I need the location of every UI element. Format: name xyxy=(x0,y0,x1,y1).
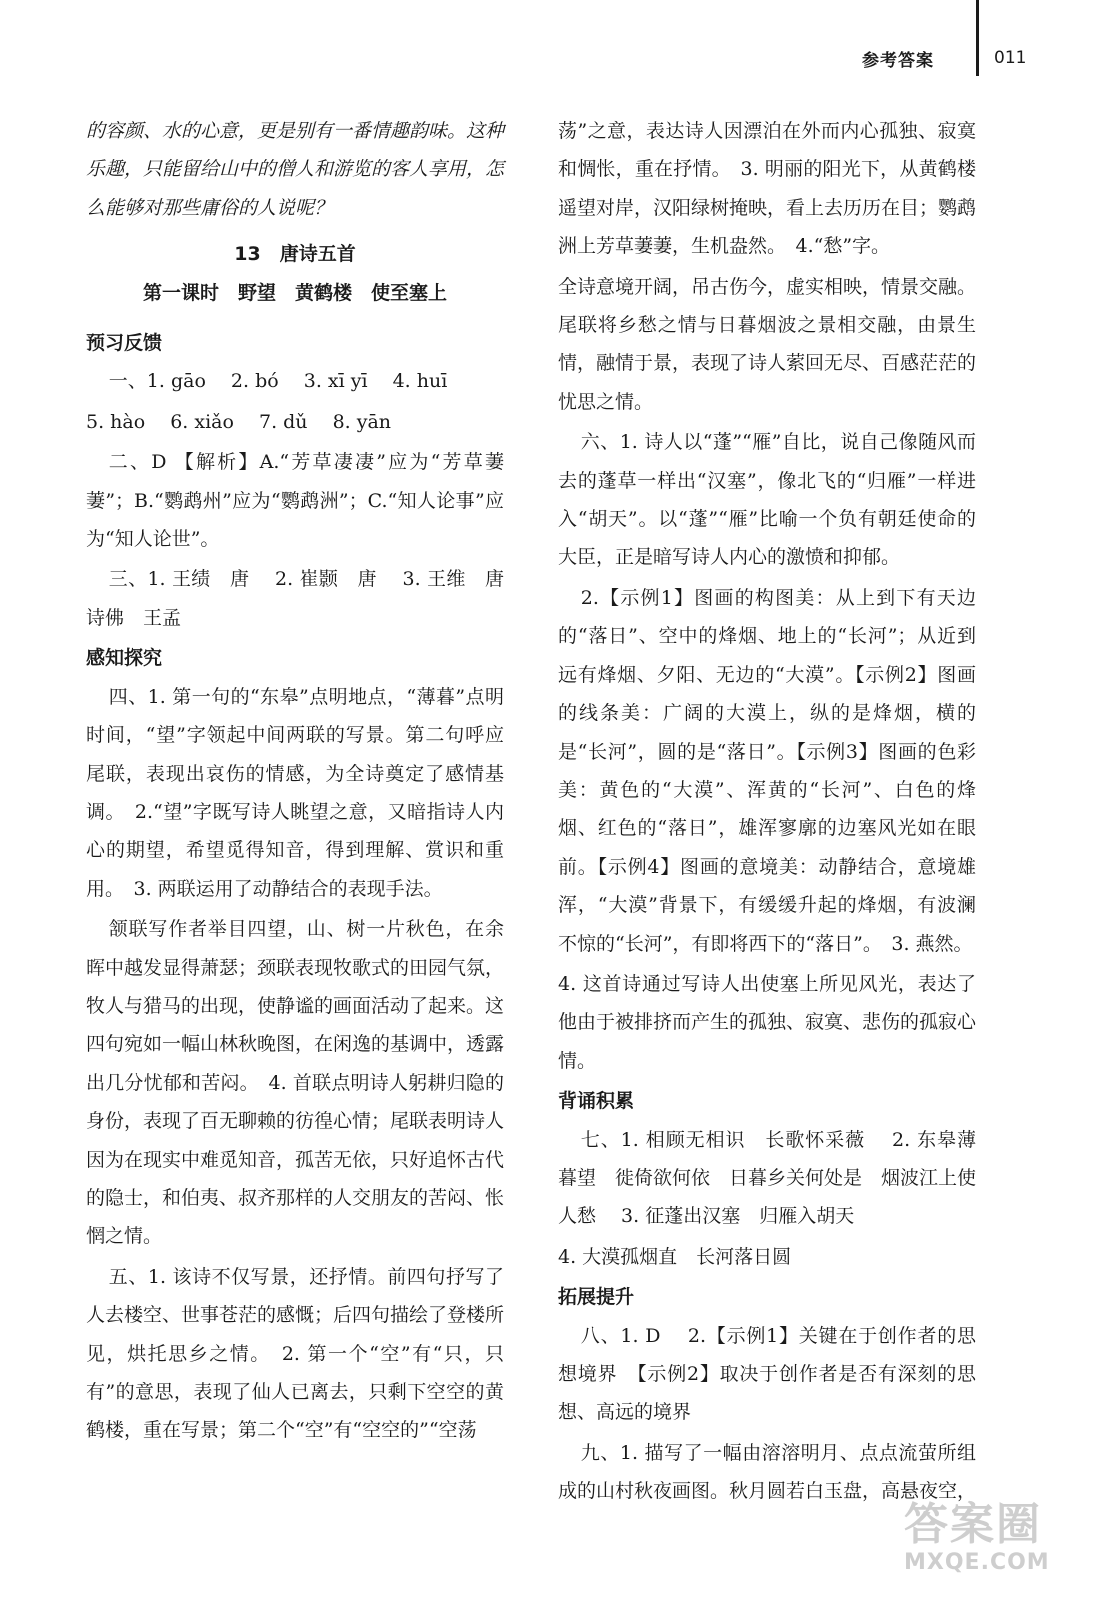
watermark-url: MXQE.COM xyxy=(904,1550,1050,1575)
answer-paragraph: 4. 这首诗通过写诗人出使塞上所见风光，表达了他由于被排挤而产生的孤独、寂寞、悲伤的孤寂心情。 xyxy=(558,972,977,1072)
answer-paragraph: 荡”之意，表达诗人因漂泊在外而内心孤独、寂寞和惆怅，重在抒情。 3. 明丽的阳光下，从黄鹤楼遥望对岸，汉阳绿树掩映，看上去历历在目；鹦鹉洲上芳草萋萋，生机盎然。 4.“愁”字。 xyxy=(558,120,977,258)
right-column xyxy=(558,112,976,1513)
answer-paragraph: 六、1. 诗人以“蓬”“雁”自比，说自己像随风而去的蓬草一样出“汉塞”，像北飞的“归雁”一样进入“胡天”。以“蓬”“雁”比喻一个负有朝廷使命的大臣，正是暗写诗人内心的激愤和抑郁。 xyxy=(558,431,976,569)
left-column xyxy=(86,112,524,1452)
lesson-title: 13 唐诗五首 xyxy=(234,243,356,266)
watermark-logo-text: 答案圈 xyxy=(904,1499,1042,1550)
running-header: 参考答案 xyxy=(862,51,934,71)
section-heading-extend: 拓展提升 xyxy=(558,1286,635,1309)
answer-paragraph: 一、1. gāo 2. bó 3. xī yī 4. huī xyxy=(108,370,448,393)
answer-paragraph: 颔联写作者举目四望，山、树一片秋色，在余晖中越发显得萧瑟；颈联表现牧歌式的田园气氛，牧人与猎马的出现，使静谧的画面活动了起来。这四句宛如一幅山林秋晚图，在闲逸的基调中，透露出几分忧郁和苦闷。 4. 首联点明诗人躬耕归隐的身份，表现了百无聊赖的彷徨心情；尾联表明诗人因为在现实中难觅知音，孤苦无依，只好追怀古代的隐士，和伯夷、叔齐那样的人交朋友的苦闷、怅惘之情。 xyxy=(86,918,505,1248)
answer-paragraph: 4. 大漠孤烟直 长河落日圆 xyxy=(558,1245,792,1268)
answer-paragraph: 四、1. 第一句的“东皋”点明地点，“薄暮”点明时间，“望”字领起中间两联的写景。第二句呼应尾联，表现出哀伤的情感，为全诗奠定了感情基调。 2.“望”字既写诗人眺望之意，又暗指诗人内心的期望，希望觅得知音，得到理解、赏识和重用。 3. 两联运用了动静结合的表现手法。 xyxy=(86,685,504,900)
answer-paragraph: 八、1. D 2.【示例1】关键在于创作者的思想境界 【示例2】取决于创作者是否有深刻的思想、高远的境界 xyxy=(558,1324,976,1424)
section-heading-recite: 背诵积累 xyxy=(558,1090,635,1113)
answer-paragraph: 三、1. 王绩 唐 2. 崔颢 唐 3. 王维 唐 诗佛 王孟 xyxy=(86,568,524,629)
section-heading-preview: 预习反馈 xyxy=(86,332,163,355)
answer-paragraph: 二、D 【解析】A.“芳草凄凄”应为“芳草萋萋”；B.“鹦鹉州”应为“鹦鹉洲”；C.“知人论事”应为“知人论世”。 xyxy=(86,451,504,551)
page-number: 011 xyxy=(994,48,1027,68)
watermark-logo xyxy=(904,1500,1074,1576)
answer-paragraph: 2.【示例1】图画的构图美：从上到下有天边的“落日”、空中的烽烟、地上的“长河”；从近到远有烽烟、夕阳、无边的“大漠”。【示例2】图画的线条美：广阔的大漠上，纵的是烽烟，横的是“长河”，圆的是“落日”。【示例3】图画的色彩美：黄色的“大漠”、浑黄的“长河”、白色的烽烟、红色的“落日”，雄浑寥廓的边塞风光如在眼前。【示例4】图画的意境美：动静结合，意境雄浑，“大漠”背景下，有缓缓升起的烽烟，有波澜不惊的“长河”，有即将西下的“落日”。 3. 燕然。 xyxy=(558,586,976,955)
header-divider xyxy=(976,0,979,76)
answer-paragraph: 全诗意境开阔，吊古伤今，虚实相映，情景交融。尾联将乡愁之情与日暮烟波之景相交融，由景生情，融情于景，表现了诗人萦回无尽、百感茫茫的忧思之情。 xyxy=(558,275,977,413)
answer-paragraph: 五、1. 该诗不仅写景，还抒情。前四句抒写了人去楼空、世事苍茫的感慨；后四句描绘了登楼所见，烘托思乡之情。 2. 第一个“空”有“只，只有”的意思，表现了仙人已离去，只剩下空空的黄鹤楼，重在写景；第二个“空”有“空空的”“空荡 xyxy=(86,1265,505,1442)
answer-paragraph: 七、1. 相顾无相识 长歌怀采薇 2. 东皋薄暮望 徙倚欲何依 日暮乡关何处是 烟波江上使人愁 3. 征蓬出汉塞 归雁入胡天 xyxy=(558,1128,977,1228)
answer-paragraph: 5. hào 6. xiǎo 7. dǔ 8. yān xyxy=(86,410,392,433)
section-heading-explore: 感知探究 xyxy=(86,647,163,670)
intro-paragraph: 的容颜、水的心意，更是别有一番情趣韵味。这种乐趣，只能留给山中的僧人和游览的客人享用，怎么能够对那些庸俗的人说呢？ xyxy=(86,120,505,219)
answer-paragraph: 九、1. 描写了一幅由溶溶明月、点点流萤所组成的山村秋夜画图。秋月圆若白玉盘，高悬夜空， xyxy=(558,1441,977,1503)
lesson-subtitle: 第一课时 野望 黄鹤楼 使至塞上 xyxy=(142,281,447,304)
